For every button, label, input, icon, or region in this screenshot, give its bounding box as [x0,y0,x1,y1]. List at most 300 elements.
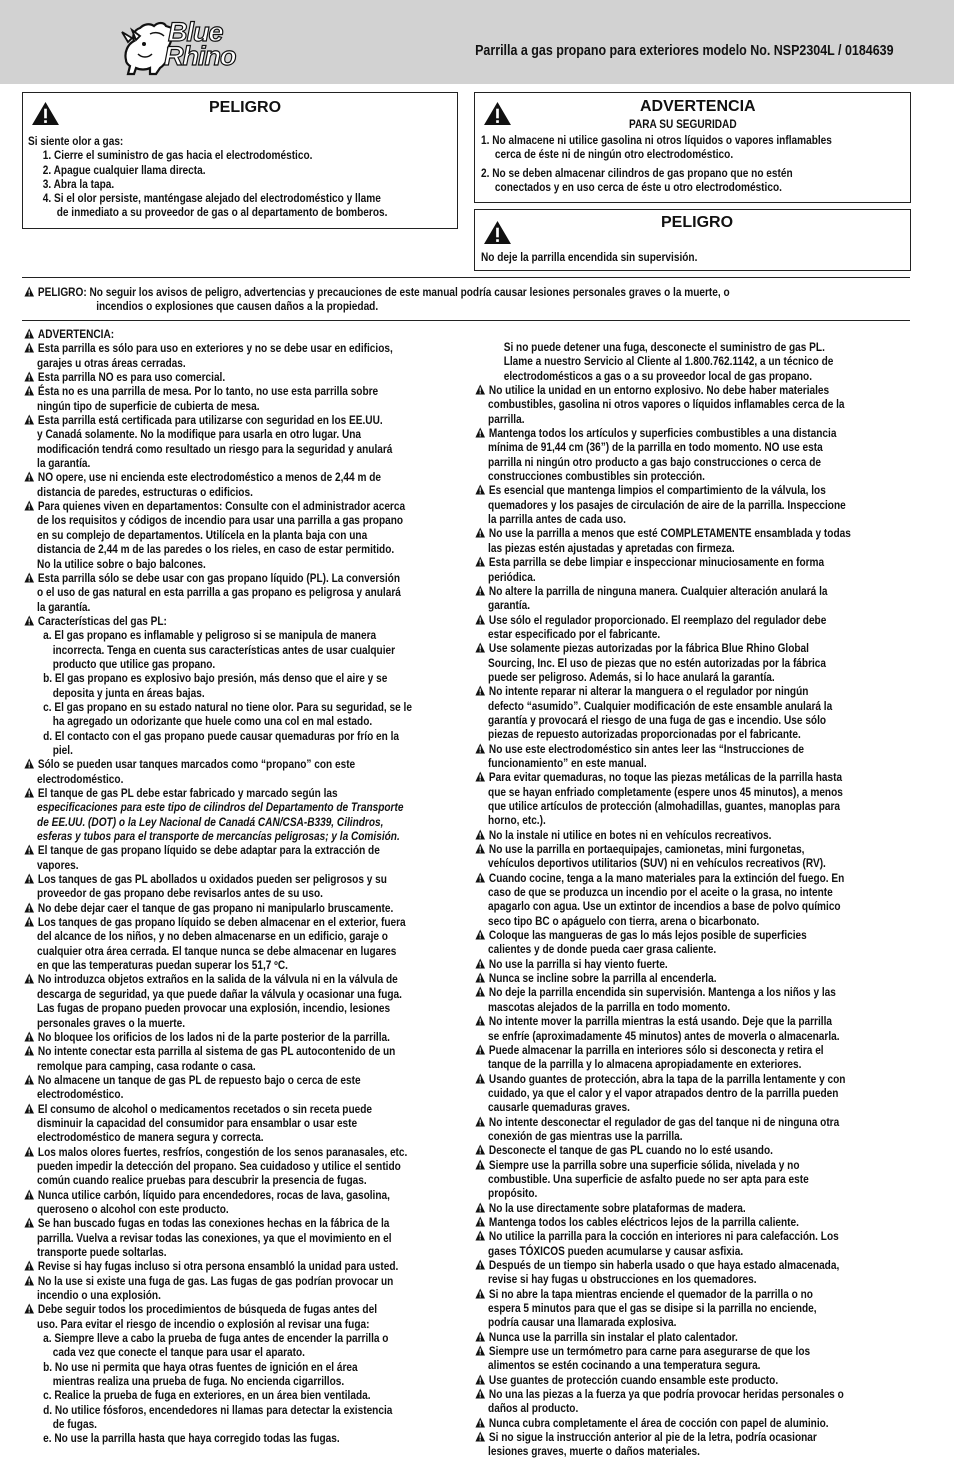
warning-triangle-icon [475,642,485,653]
warning-item-continuation: modificación tendrá como resultado un riesgo para la seguridad y anulará [37,442,393,456]
warning-item-text: Sólo se pueden usar tanques marcados como “propano” con este [37,758,356,772]
warning-item [475,1044,945,1058]
warning-triangle-icon [475,829,485,840]
warning-item [24,873,494,887]
warning-item [475,556,945,570]
warning-item-text: Los tanques de gas PL abollados u oxidados pueden ser peligrosos y su [37,873,387,887]
warning-item-text: Si no abre la tapa mientras enciende el quemador de la parrilla o no [488,1287,813,1301]
warning-item-continuation: y Canadá solamente. No la modifique para usarla en otro lugar. Una [37,428,362,442]
warning-item-text: Características del gas PL: [37,614,167,628]
warning-triangle-icon [475,1331,485,1342]
divider [22,277,910,278]
warning-item-continuation: distancia de 2,44 m de las paredes o los rieles, en caso de estar permitido. [37,543,395,557]
warning-item [475,1116,945,1130]
warning-item [475,1388,945,1402]
warning-item-continuation: combustibles, gasolina ni otros vapores o líquidos inflamables cerca de la [488,398,845,412]
warning-item [475,1202,945,1216]
warning-item-continuation: deposita y junta en áreas bajas. [52,686,205,700]
warning-item-continuation: vehículos deportivos utilitarios (SUV) ni en vehículos recreativos (RV). [488,857,826,871]
warning-triangle-icon [24,787,34,798]
warning-item-text: Revise si hay fugas incluso si otra persona ensambló la unidad para usted. [37,1260,399,1274]
divider [22,320,910,321]
warning-item [24,1303,494,1317]
warning-item-continuation: electrodomésticos a gas o a su proveedor local de gas propano. [503,369,813,383]
warning-item-continuation: pueden impedir la detección del propano. Sea cuidadoso y utilice el sentido [37,1159,401,1173]
warning-item-text: Use sólo el regulador proporcionado. El reemplazo del regulador debe [488,613,827,627]
warning-triangle-icon [483,101,512,126]
warning-triangle-icon [24,1303,34,1314]
warning-triangle-icon [475,427,485,438]
peligro-box-text [28,135,387,221]
warning-triangle-icon [475,1388,485,1399]
warning-item-continuation: Llame a nuestro Servicio al Cliente al 1.800.762.1142, a un técnico de [503,355,834,369]
warning-triangle-icon [24,1074,34,1085]
warning-item-continuation: en que las temperaturas puedan superar los 51,7 ºC. [37,959,288,973]
warning-item [475,843,945,857]
peligro-step: 1. Cierre el suministro de gas hacia el electrodoméstico. [42,149,313,163]
warning-item-continuation: incorrecta. Tenga en cuenta sus características antes de usar cualquier [52,643,396,657]
danger-line-2: incendios o explosiones que causen daños a la propiedad. [96,300,379,314]
warning-item-continuation: que se hayan enfriado completamente (espere unos 45 minutos), a menos [488,785,843,799]
warning-item-continuation: en su complejo de departamentos. Utilícela en la planta baja con una [37,528,368,542]
warning-triangle-icon [475,972,485,983]
warning-item [475,1230,945,1244]
warning-item-text: Puede almacenar la parrilla en interiores sólo si desconecta y retira el [488,1043,824,1057]
advertencia-line: conectados y en uso cerca de éste u otro electrodoméstico. [494,180,782,194]
warning-triangle-icon [475,1216,485,1227]
warning-item-text: No la use directamente sobre plataformas de madera. [488,1201,746,1215]
warning-item-continuation: garajes u otras áreas cerradas. [37,356,186,370]
warning-triangle-icon [31,101,60,126]
peligro-title: PELIGRO [661,214,734,231]
peligro-text: No deje la parrilla encendida sin supervisión. [481,251,698,264]
warning-triangle-icon [24,572,34,583]
warning-item-continuation: e. No use la parrilla hasta que haya corregido todas las fugas. [43,1432,340,1446]
warning-item [475,829,945,843]
page-title: Parrilla a gas propano para exteriores modelo No. NSP2304L / 0184639 [475,43,894,59]
warning-item-text: No use la parrilla a menos que esté COMPLETAMENTE ensamblada y todas [488,527,851,541]
peligro-title: PELIGRO [209,99,282,116]
warning-triangle-icon [24,414,34,425]
warning-triangle-icon [24,916,34,927]
warning-item [24,1217,494,1231]
warning-item-continuation: c. El gas propano en su estado natural no tiene olor. Para su seguridad, se le [43,700,412,714]
warning-item-continuation: Si no puede detener una fuga, desconecte el suministro de gas PL. [503,341,825,354]
warning-item-continuation: personales graves o la muerte. [37,1016,186,1030]
warning-item [475,972,945,986]
peligro-box-supervision [474,209,911,271]
warning-item-text: El consumo de alcohol o medicamentos recetados o sin receta puede [37,1102,373,1116]
warning-triangle-icon [475,1044,485,1055]
advertencia-title: ADVERTENCIA [640,98,756,115]
warning-triangle-icon [475,1073,485,1084]
warning-item-text: No intente mover la parrilla mientras la está usando. Deje que la parrilla [488,1015,832,1029]
warning-item-continuation: a. Siempre lleve a cabo la prueba de fuga antes de encender la parrilla o [43,1332,389,1346]
warning-triangle-icon [24,1103,34,1114]
page-header [0,0,954,84]
warning-item-continuation: combustible. Una superficie de asfalto puede no ser apta para este [488,1172,809,1186]
warning-item-text: No almacene un tanque de gas PL de repuesto bajo o cerca de este [37,1073,361,1087]
warning-item-text: Use solamente piezas autorizadas por la fábrica Blue Rhino Global [488,642,809,656]
warning-item [475,1073,945,1087]
warning-item-continuation: vapores. [37,858,79,872]
warning-item-continuation: disminuir la capacidad del consumidor para ensamblar o usar este [37,1116,358,1130]
danger-statement [24,286,730,315]
warning-item-continuation: de los requisitos y códigos de incendio para usar una parrilla a gas propano [37,514,404,528]
warning-item-continuation: seco tipo BC o apáguelo con tierra, arena o bicarbonato. [488,914,760,928]
warning-triangle-icon [475,556,485,567]
warning-triangle-icon [24,902,34,913]
warning-triangle-icon [475,1015,485,1026]
warning-item-continuation: Las fugas de propano pueden provocar una explosión, incendio, lesiones [37,1002,391,1016]
warning-triangle-icon [475,1417,485,1428]
warning-triangle-icon [24,342,34,353]
warning-item-continuation: cualquier otra área cerrada. El tanque nunca se debe almacenar en lugares [37,944,397,958]
warning-item-continuation: d. No utilice fósforos, encendedores ni llamas para detectar la existencia [43,1403,393,1417]
warning-item-text: No use la parrilla en portaequipajes, camionetas, mini furgonetas, [488,843,805,857]
warning-triangle-icon [24,873,34,884]
warning-item [24,371,494,385]
warning-item [24,414,494,428]
warning-item-continuation: la garantía. [37,457,91,471]
warning-item-continuation: a. El gas propano es inflamable y peligroso si se manipula de manera [43,629,377,643]
advertencia-line: cerca de éste ni de ningún otro electrodoméstico. [494,148,734,162]
warning-item-continuation: b. El gas propano es explosivo bajo presión, más denso que el aire y se [43,672,388,686]
warning-item [475,1345,945,1359]
warning-item [24,500,494,514]
advertencia-line: 1. No almacene ni utilice gasolina ni otros líquidos o vapores inflamables [481,134,832,147]
advertencia-subtitle: PARA SU SEGURIDAD [629,118,737,131]
warning-item [24,1074,494,1088]
warning-triangle-icon [24,471,34,482]
warning-item-text: No intente desconectar el regulador de gas del tanque ni de ninguna otra [488,1115,840,1129]
warning-item-continuation: caso de que se produzca un incendio por el aceite o la grasa, no intente [488,886,833,900]
warning-item-text: Coloque las mangueras de gas lo más lejos posible de superficies [488,929,807,943]
warning-item [475,527,945,541]
warning-item-text: El tanque de gas PL debe estar fabricado y marcado según las [37,787,338,800]
warning-item-text: Debe seguir todos los procedimientos de búsqueda de fugas antes del [37,1303,378,1317]
warning-triangle-icon [475,1144,485,1155]
warning-item [24,1275,494,1289]
warning-item-continuation: queroseno o alcohol con este producto. [37,1202,229,1216]
warning-item [24,328,494,342]
warning-item-text: Nunca cubra completamente el área de cocción con papel de aluminio. [488,1416,829,1430]
warning-triangle-icon [475,986,485,997]
warning-item-continuation: funcionamiento” en este manual. [488,756,647,770]
peligro-step: de inmediato a su proveedor de gas o al departamento de bomberos. [56,206,388,220]
warning-item-text: Siempre use un termómetro para carne para asegurarse de que los [488,1345,811,1359]
warning-item-text: No utilice la parrilla para la cocción en interiores ni para calefacción. Los [488,1230,839,1244]
warning-item-continuation: quemadores y los pasajes de circulación de aire de la parrilla. Inspeccione [488,498,846,512]
warning-item-text: Se han buscado fugas en todas las conexiones hechas en la fábrica de la [37,1217,390,1231]
warning-item-text: Mantenga todos los cables eléctricos lejos de la parrilla caliente. [488,1215,799,1229]
warning-triangle-icon [475,929,485,940]
danger-line-1: PELIGRO: No seguir los avisos de peligro, advertencias y precauciones de este manual podría causar lesiones personales graves o la muerte, o [37,286,730,299]
warning-item [475,685,945,699]
warning-item-text: Los tanques de gas propano líquido se deben almacenar en el exterior, fuera [37,916,406,930]
warning-item-text: No bloquee los orificios de los lados ni de la parte posterior de la parrilla. [37,1030,390,1044]
peligro-step: 3. Abra la tapa. [42,177,115,191]
warning-item [475,958,945,972]
warning-triangle-icon [24,758,34,769]
warning-item-continuation: de EE.UU. (DOT) o la Ley Nacional de Canadá CAN/CSA-B339, Cilindros, [37,815,384,829]
warning-item-continuation: proveedor de gas propano debe revisarlos antes de su uso. [37,887,323,901]
warning-triangle-icon [24,286,34,297]
warning-triangle-icon [24,500,34,511]
warning-triangle-icon [475,1345,485,1356]
warning-item-continuation: transporte puede soltarlas. [37,1246,167,1259]
warning-item-continuation: descarga de seguridad, ya que puede dañar la válvula y ocasionar una fuga. [37,987,402,1001]
warning-item-continuation: incendio o una explosión. [37,1289,161,1303]
brand-line-2: Rhino [164,41,236,71]
warning-item-text: Esta parrilla sólo se debe usar con gas propano líquido (PL). La conversión [37,571,401,585]
warning-item [24,1045,494,1059]
warning-item-continuation: electrodoméstico de manera segura y correcta. [37,1131,264,1145]
warning-item [475,1144,945,1158]
warning-item-continuation: ningún tipo de superficie de cubierta de mesa. [37,399,260,413]
warning-item-continuation: puede ser peligroso. Además, si lo hace anulará la garantía. [488,670,775,684]
warning-triangle-icon [483,220,512,245]
warning-item-continuation: remolque para camping, casa rodante o casa. [37,1059,256,1073]
warning-triangle-icon [24,1031,34,1042]
warning-item [475,771,945,785]
warning-item [24,902,494,916]
warning-item-text: No utilice la unidad en un entorno explosivo. No debe haber materiales [488,384,830,398]
warning-item-continuation: que utilice artículos de protección (almohadillas, guantes, manoplas para [488,800,841,813]
warning-item-continuation: común cuando realice pruebas para descubrir la presencia de fugas. [37,1174,367,1188]
warning-item-text: No debe dejar caer el tanque de gas propano ni manipularlo bruscamente. [37,901,394,915]
warning-item [475,1331,945,1345]
warning-triangle-icon [24,1217,34,1228]
warning-triangle-icon [475,1230,485,1241]
warning-triangle-icon [475,1259,485,1270]
warning-item [475,1431,945,1445]
warning-item-text: Esta parrilla se debe limpiar e inspeccionar minuciosamente en forma [488,556,825,570]
warning-item-text: No una las piezas a la fuerza ya que podría provocar heridas personales o [488,1388,844,1402]
warning-item-continuation: mascotas alejados de la parrilla en todo momento. [488,1000,731,1014]
warning-item-text: No deje la parrilla encendida sin supervisión. Mantenga a los niños y las [488,986,836,1000]
warning-item-text: El tanque de gas propano líquido se debe adaptar para la extracción de [37,844,380,858]
warning-item [475,614,945,628]
warning-item-continuation: propósito. [488,1187,538,1201]
warning-item-continuation: gases TÓXICOS pueden acumularse y causar asfixia. [488,1244,744,1258]
warning-item-text: No use la parrilla si hay viento fuerte. [488,957,668,971]
warning-item [24,1146,494,1160]
warning-triangle-icon [475,743,485,754]
warning-triangle-icon [475,1159,485,1170]
warning-item [24,844,494,858]
warning-item [475,384,945,398]
warning-triangle-icon [24,973,34,984]
warning-item [475,585,945,599]
warning-item-text: NO opere, use ni encienda este electrodoméstico a menos de 2,44 m de [37,471,381,485]
warning-item [24,471,494,485]
warning-item-text: No intente reparar ni alterar la manguera o el regulador por ningún [488,685,809,699]
warning-item [24,572,494,586]
warning-item-text: ADVERTENCIA: [37,328,115,341]
warning-triangle-icon [24,844,34,855]
warning-item-continuation: horno, etc.). [488,814,546,828]
warning-item-continuation: No la utilice sobre o bajo balcones. [37,557,206,571]
warning-item-continuation: parrilla ni ningún otro producto a gas bajo construcciones o cerca de [488,455,821,469]
warning-item-text: Cuando cocine, tenga a la mano materiales para la extinción del fuego. En [488,871,845,885]
warning-item-text: Nunca use la parrilla sin instalar el plato calentador. [488,1330,738,1344]
warning-item-continuation: daños al producto. [488,1402,579,1416]
peligro-step: 2. Apague cualquier llama directa. [42,163,206,177]
warning-item-text: Esta parrilla NO es para uso comercial. [37,371,226,385]
warning-item [475,484,945,498]
brand-line-1: Blue [168,17,223,47]
warning-item [24,1260,494,1274]
warning-item-text: No la instale ni utilice en botes ni en vehículos recreativos. [488,828,772,842]
warning-item-continuation: tanque de la parrilla y lo almacena apropiadamente en exteriores. [488,1058,802,1072]
warning-item-continuation: espera 5 minutos para que el gas se disipe si la parrilla no enciende, [488,1302,817,1316]
warning-item-continuation: mientras realiza una prueba de fuga. No encienda cigarrillos. [52,1375,345,1389]
warning-item-text: Para quienes viven en departamentos: Consulte con el administrador acerca [37,500,406,514]
warning-item-continuation: garantía. [488,599,531,613]
warning-item-continuation: esferas y tubos para el transporte de mercancías peligrosas; y la Comisión. [37,830,400,844]
warning-item-text: No la use si existe una fuga de gas. Las fugas de gas podrían provocar un [37,1274,394,1288]
warning-triangle-icon [24,1189,34,1200]
warning-item [475,986,945,1000]
warning-item-continuation: construcciones combustibles sin protección. [488,470,705,484]
warning-item [475,872,945,886]
warning-item-continuation: apagarlo con agua. Use un extintor de incendios a base de polvo químico [488,900,841,914]
peligro-box-gas-odor [22,92,458,229]
warning-item-continuation: alimentos se estén cocinando a una temperatura segura. [488,1359,761,1373]
warning-item-continuation: revise si hay fugas u obstrucciones en los quemadores. [488,1273,757,1287]
warning-triangle-icon [475,484,485,495]
warning-item-continuation: se enfríe (aproximadamente 45 minutos) antes de moverla o almacenarla. [488,1029,840,1043]
warning-triangle-icon [475,1116,485,1127]
warning-item-continuation: calientes y de donde pueda caer grasa caliente. [488,943,717,957]
warning-item-text: No use este electrodoméstico sin antes leer las “Instrucciones de [488,742,804,756]
warning-item-text: Mantenga todos los artículos y superficies combustibles a una distancia [488,427,837,441]
warning-item-continuation: o el uso de gas natural en esta parrilla a gas propano es peligrosa y anulará [37,586,401,600]
warning-triangle-icon [24,1275,34,1286]
warning-item-continuation: piezas de repuesto autorizadas proporcionadas por el fabricante. [488,728,801,742]
warning-item [24,615,494,629]
warning-item-text: Después de un tiempo sin haberla usado o que haya estado almacenada, [488,1259,840,1272]
warning-item-text: Esta parrilla es sólo para uso en exteriores y no se debe usar en edificios, [37,342,393,356]
peligro-step: 4. Si el olor persiste, manténgase alejado del electrodoméstico y llame [42,192,381,206]
warning-item [475,1015,945,1029]
warning-item-continuation: ha agregado un odorizante que huele como una col en mal estado. [52,715,373,729]
peligro-intro: Si siente olor a gas: [28,135,124,148]
warning-triangle-icon [24,1260,34,1271]
warning-triangle-icon [24,615,34,626]
advertencia-box [474,92,911,203]
right-column [475,341,954,1460]
warning-item-text: Nunca utilice carbón, líquido para encendedores, rocas de lava, gasolina, [37,1188,390,1202]
warning-item [475,1259,945,1273]
warning-item [475,1374,945,1388]
warning-triangle-icon [475,1374,485,1385]
warning-item [24,342,494,356]
warning-item-continuation: lesiones graves, muerte o daños materiales. [488,1445,700,1459]
warning-item-continuation: cuidado, ya que el calor y el vapor atrapados dentro de la parrilla pueden [488,1086,839,1100]
warning-item [475,1159,945,1173]
warning-item-continuation: periódica. [488,570,536,584]
warning-triangle-icon [475,872,485,883]
warning-item-continuation: defecto “asumido”. Cualquier modificación de este ensamble anulará la [488,699,833,713]
warning-item-continuation: especificaciones para este tipo de cilindros del Departamento de Transporte [37,801,404,815]
warning-item-text: Usando guantes de protección, abra la tapa de la parrilla lentamente y con [488,1072,846,1086]
warning-item-text: Los malos olores fuertes, resfríos, congestión de los senos paranasales, etc. [37,1145,408,1159]
warning-item [24,1103,494,1117]
warning-item-continuation: conexión de gas mientras use la parrilla. [488,1129,683,1143]
warning-item [24,1189,494,1203]
warning-item-continuation: las piezas estén ajustadas y apretadas con firmeza. [488,541,735,555]
warning-item-continuation: c. Realice la prueba de fuga en exteriores, en un área bien ventilada. [43,1389,371,1403]
warning-item-text: Esta parrilla está certificada para utilizarse con seguridad en los EE.UU. [37,414,383,428]
warning-item-continuation: piel. [52,743,73,757]
warning-item-continuation: electrodoméstico. [37,772,124,786]
warning-triangle-icon [475,843,485,854]
warning-item-continuation: uso. Para evitar el riesgo de incendio o explosión al revisar una fuga: [37,1317,370,1331]
warning-item [24,916,494,930]
warning-item-continuation: d. El contacto con el gas propano puede causar quemaduras por frío en la [43,729,400,743]
warning-triangle-icon [475,585,485,596]
warning-item-continuation: Sourcing, Inc. El uso de piezas que no estén autorizadas por la fábrica [488,656,827,670]
warning-item-continuation: estar especificado por el fabricante. [488,627,661,641]
warning-item-continuation: la parrilla antes de cada uso. [488,513,626,527]
warning-triangle-icon [24,385,34,396]
warning-item-continuation: producto que utilice gas propano. [52,657,216,671]
warning-item-continuation: garantía y provocará el riesgo de una fuga de gas e incendio. Use sólo [488,713,827,727]
warning-triangle-icon [24,371,34,382]
warning-triangle-icon [475,527,485,538]
warning-item [24,758,494,772]
warning-triangle-icon [24,328,34,339]
warning-item-text: No introduzca objetos extraños en la salida de la válvula ni en la válvula de [37,973,398,987]
warning-item [475,642,945,656]
warning-triangle-icon [475,771,485,782]
warning-item-text: No altere la parrilla de ninguna manera. Cualquier alteración anulará la [488,584,828,598]
warning-item-continuation: parrilla. [488,412,525,426]
warning-item [24,973,494,987]
warning-item-continuation: cada vez que conecte el tanque para usar el aparato. [52,1346,305,1360]
warning-triangle-icon [475,1288,485,1299]
warning-triangle-icon [475,614,485,625]
warning-item-continuation: de fugas. [52,1418,97,1432]
advertencia-text [481,134,832,195]
warning-item [475,427,945,441]
warning-item [475,1288,945,1302]
warning-item-text: Siempre use la parrilla sobre una superficie sólida, nivelada y no [488,1158,800,1172]
warning-item-continuation: parrilla. Vuelva a revisar todas las conexiones, ya que el movimiento en el [37,1231,392,1245]
warning-item [475,1417,945,1431]
warning-item-continuation: podría causar una llamarada explosiva. [488,1316,677,1330]
warning-triangle-icon [475,1431,485,1442]
warning-triangle-icon [475,384,485,395]
warning-item-continuation: causarle quemaduras graves. [488,1101,630,1115]
warning-triangle-icon [24,1045,34,1056]
warning-triangle-icon [24,1146,34,1157]
warning-item [24,1031,494,1045]
warning-item [24,787,494,801]
warning-item-continuation: la garantía. [37,600,91,614]
brand-name [164,17,236,71]
warning-triangle-icon [475,685,485,696]
warning-triangle-icon [475,958,485,969]
warning-item-text: Use guantes de protección cuando ensamble este producto. [488,1373,779,1387]
warning-item-continuation: del alcance de los niños, y no deben almacenarse en un edificio, garaje o [37,930,388,944]
warning-item-continuation: mínima de 91,44 cm (36”) de la parrilla en todo momento. NO use esta [488,441,823,455]
warning-item-text: Ésta no es una parrilla de mesa. Por lo tanto, no use esta parrilla sobre [37,385,379,399]
warning-item-text: Nunca se incline sobre la parrilla al encenderla. [488,972,717,986]
warning-item-continuation: b. No use ni permita que haya otras fuentes de ignición en el área [43,1360,358,1374]
